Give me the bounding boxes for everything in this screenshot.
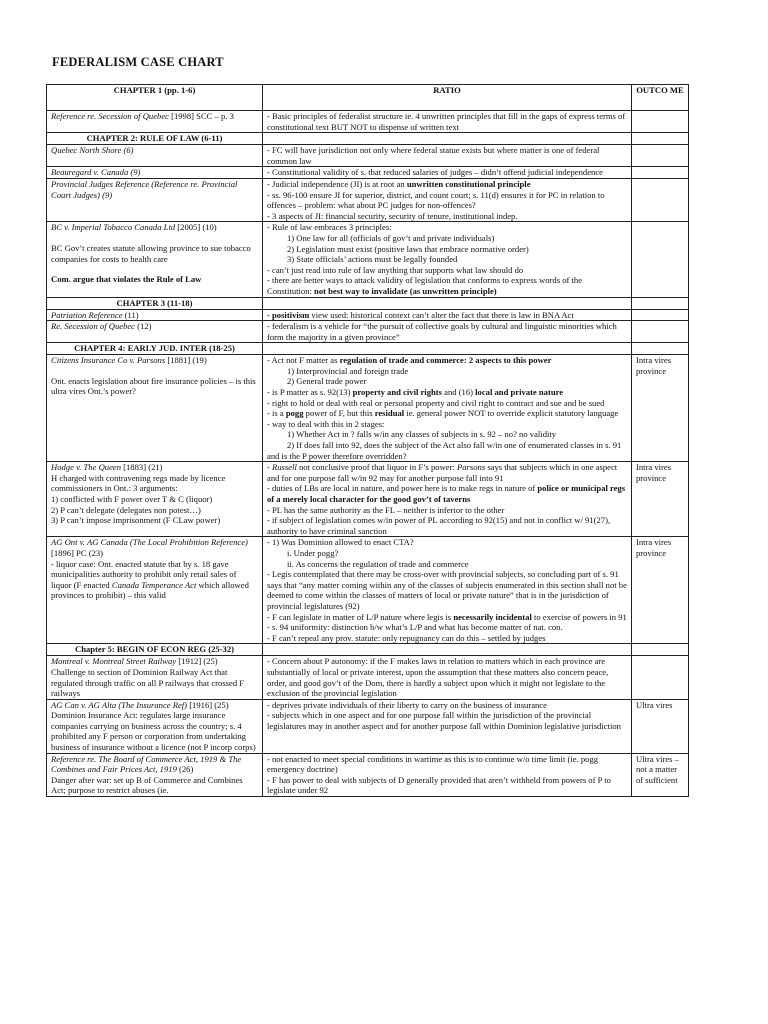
ratio-cell: - deprives private individuals of their liberty to carry on the business of insurance - subjects which in one aspect and for one purpose fall within the jurisdiction of the provincial legislatures may in another aspect and for another purpose fall within Dominion legislative jurisdiction [263,699,632,753]
ratio-cell [263,297,632,309]
table-row [47,753,689,796]
ratio-cell: - Rule of law embraces 3 principles: 1) One law for all (officials of gov’t and private individuals) 2) Legislation must exist (positive laws that embrace normative order) 3) State officials’ actions must be legally founded - can’t just read into rule of law anything that supports what law should do - there are better ways to attack validity of legislation that conforms to express words of the Constitution: not best way to invalidate (as unwritten principle) [263,222,632,297]
case-cell: Patriation Reference (11) [47,309,263,321]
outcome-cell [632,321,689,343]
case-cell: Reference re. The Board of Commerce Act, 1919 & The Combines and Fair Prices Act, 1919 (26) Danger after war: set up B of Commerce and Combines Act; purpose to restrict abuses (ie. [47,753,263,796]
case-cell: AG Can v. AG Alta (The Insurance Ref) [1916] (25) Dominion Insurance Act: regulates large insurance companies carrying on business across the country; s. 4 prohibited any F person or corporation from undertaking business of insurance without a licence (not P incorp corps) [47,699,263,753]
case-cell: Re. Secession of Quebec (12) [47,321,263,343]
case-citation: [1998] SCC – p. 3 [168,111,234,121]
outcome-cell [632,111,689,133]
table-row [47,699,689,753]
outcome-cell: Intra vires province [632,355,689,462]
ratio-cell: - Constitutional validity of s. that reduced salaries of judges – didn’t offend judicial independence [263,167,632,179]
chapter-row [47,644,689,656]
outcome-cell: Intra vires province [632,462,689,537]
outcome-cell [632,178,689,221]
table-row [47,355,689,462]
outcome-cell [632,343,689,355]
outcome-cell [632,167,689,179]
outcome-cell [632,133,689,145]
ratio-cell: - Russell not conclusive proof that liquor in F’s power: Parsons says that subjects which in one aspect and for one purpose fall w/in 92 may for another purpose fall into 91 - duties of LBs are local in nature, and power here is to make regs in nature of police or municipal regs of a merely local character for the good gov’t of taverns - PL has the same authority as the FL – neither is inferior to the other - if subject of legislation comes w/in power of PL according to 92(15) and not in conflict w/ 91(27), authority to have criminal sanction [263,462,632,537]
chapter-row [47,297,689,309]
ratio-cell: - Basic principles of federalist structure ie. 4 unwritten principles that fill in the gaps of express terms of constitutional text BUT NOT to dispense of written text [263,111,632,133]
ratio-cell [263,133,632,145]
table-row [47,145,689,167]
ratio-cell: - not enacted to meet special conditions in wartime as this is to continue w/o time limit (ie. pogg emergency doctrine) - F has power to deal with subjects of D generally provided that aren’t withheld from powers of P to legislate under 92 [263,753,632,796]
outcome-cell [632,309,689,321]
chapter-row [47,133,689,145]
ratio-cell: - 1) Was Dominion allowed to enact CTA? i. Under pogg? ii. As concerns the regulation of trade and commerce - Legis contemplated that there may be cross-over with provincial subjects, so concluding part of s. 91 says that “any matter coming within any of the classes of subjects enumerated in this section shall not be deemed to come within the classes of matters of local or private nature” that is in the jurisdiction of provincial legislatures (92) - F can legislate in matter of L/P nature where legis is necessarily incidental to exercise of powers in 91 - s. 94 uniformity: distinction b/w what’s L/P and what has become matter of nat. con. - F can’t repeal any prov. statute: only repugnancy can do this – settled by judges [263,537,632,644]
case-cell: BC v. Imperial Tobacco Canada Ltd [2005] (10) BC Gov’t creates statute allowing province to sue tobacco companies for costs to health care Com. argue that violates the Rule of Law [47,222,263,297]
case-cell: Citizens Insurance Co v. Parsons [1881] (19) Ont. enacts legislation about fire insurance policies – is this ultra vires Ont.’s power? [47,355,263,462]
outcome-cell: Ultra vires [632,699,689,753]
case-chart-table [46,84,689,797]
table-row [47,537,689,644]
table-row [47,309,689,321]
case-cell: AG Ont v. AG Canada (The Local Prohibition Reference) [1896] PC (23) - liquor case: Ont. enacted statute that by s. 18 gave municipalities authority to prohibit only retail sales of liquor (F enacted Canada Temperance Act which allowed provinces to prohibit) – this valid [47,537,263,644]
case-cell: Beauregard v. Canada (9) [47,167,263,179]
ratio-cell: - Judicial independence (JI) is at root an unwritten constitutional principle - ss. 96-100 ensure JI for superior, district, and count court; s. 11(d) ensures it for PC in relation to offences – problem: what about PC judges for non-offences? - 3 aspects of JI: financial security, security of tenure, institutional indep. [263,178,632,221]
outcome-cell [632,644,689,656]
table-row [47,167,689,179]
table-row [47,111,689,133]
case-cell: Montreal v. Montreal Street Railway [1912] (25) Challenge to section of Dominion Railway Act that regulated through traffic on all P railways that crossed F railways [47,656,263,699]
table-header-row [47,85,689,111]
chapter-heading: CHAPTER 4: EARLY JUD. INTER (18-25) [47,343,263,355]
outcome-cell: Intra vires province [632,537,689,644]
chapter-heading: CHAPTER 2: RULE OF LAW (6-11) [47,133,263,145]
ratio-cell [263,343,632,355]
case-name: Reference re. Secession of Quebec [51,111,169,121]
outcome-cell [632,145,689,167]
table-row [47,462,689,537]
ratio-cell: - FC will have jurisdiction not only where federal statue exists but where matter is one of federal common law [263,145,632,167]
chapter1-header: CHAPTER 1 (pp. 1-6) [47,85,263,111]
table-row [47,178,689,221]
outcome-cell [632,222,689,297]
table-row [47,656,689,699]
ratio-cell: - Act not F matter as regulation of trade and commerce: 2 aspects to this power 1) Interprovincial and foreign trade 2) General trade power - is P matter as s. 92(13) property and civil rights and (16) local and private nature - right to hold or deal with real or personal property and civil right to contract and sue and be sued - is a pogg power of F, but this residual ie. general power NOT to override explicit statutory language - way to deal with this in 2 stages: 1) Whether Act in ? falls w/in any classes of subjects in s. 92 – no? no validity 2) If does fall into 92, does the subject of the Act also fall w/in one of enumerated classes in s. 91 and is the P power therefore overridden? [263,355,632,462]
document-title: FEDERALISM CASE CHART [52,55,224,69]
chapter-heading: Chapter 5: BEGIN OF ECON REG (25-32) [47,644,263,656]
case-cell: Provincial Judges Reference (Reference re. Provincial Court Judges) (9) [47,178,263,221]
ratio-cell [263,644,632,656]
ratio-cell: - Concern about P autonomy: if the F makes laws in relation to matters which in each province are substantially of local or private interest, upon the assumption that these matters also concern peace, order, and good gov’t of the Dom, there is hardly a subject upon which it might not legislate to the exclusion of the provincial legislation [263,656,632,699]
ratio-header: RATIO [263,85,632,111]
case-cell: Hodge v. The Queen [1883] (21) H charged with contravening regs made by licence commissioners in Ont.: 3 arguments: 1) conflicted with F power over T & C (liquor) 2) P can’t delegate (delegates non potest…) 3) P can’t impose imprisonment (F CLaw power) [47,462,263,537]
table-row [47,321,689,343]
outcome-header: OUTCO ME [632,85,689,111]
outcome-cell [632,656,689,699]
outcome-cell [632,297,689,309]
case-cell: Quebec North Shore (6) [47,145,263,167]
chapter-heading: CHAPTER 3 (11-18) [47,297,263,309]
ratio-cell: - federalism is a vehicle for “the pursuit of collective goals by cultural and linguistic minorities which form the majority in a given province” [263,321,632,343]
table-row [47,222,689,297]
case-cell [47,111,263,133]
ratio-cell: - positivism view used: historical context can’t alter the fact that there is law in BNA Act [263,309,632,321]
chapter-row [47,343,689,355]
outcome-cell: Ultra vires – not a matter of sufficient [632,753,689,796]
